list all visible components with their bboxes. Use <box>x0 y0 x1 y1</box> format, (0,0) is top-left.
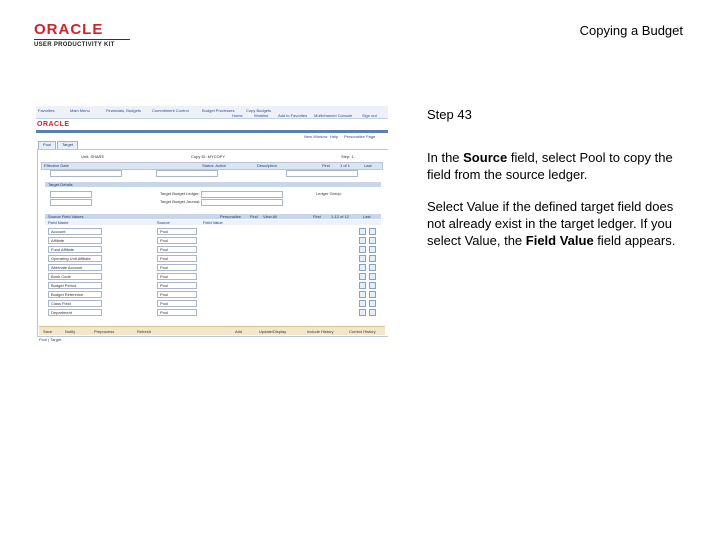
source-value: Pool <box>160 301 169 306</box>
field-name-value: Affiliate <box>51 238 65 243</box>
ledger-step: Step: 1 <box>341 154 354 159</box>
field-name-value: Budget Reference <box>51 292 84 297</box>
source-value: Pool <box>160 292 169 297</box>
ledger-group-label: Ledger Group: <box>316 191 342 196</box>
band-description: Description <box>257 163 278 168</box>
source-budget-field[interactable] <box>50 191 92 198</box>
text-segment: field, select Pool to copy the field from the source ledger. <box>427 150 673 182</box>
breadcrumb-item[interactable]: Main Menu <box>70 108 90 113</box>
page-footer-links[interactable]: Pool | Target <box>39 337 62 342</box>
source-value: Pool <box>160 238 169 243</box>
header-link[interactable]: Add to Favorites <box>278 113 308 118</box>
description-field[interactable] <box>286 170 358 177</box>
embedded-screenshot <box>36 103 388 343</box>
notify-button[interactable]: Notify <box>65 329 76 334</box>
band-status: Status: Active <box>202 163 227 168</box>
delete-row-icon[interactable] <box>369 246 376 253</box>
add-button[interactable]: Add <box>235 329 243 334</box>
logo-word: ORACLE <box>34 21 104 38</box>
source-select[interactable] <box>157 300 197 307</box>
field-name-value: Class Field <box>51 301 71 306</box>
add-row-icon[interactable] <box>359 255 366 262</box>
column-header: Field Value <box>203 220 223 225</box>
first-link[interactable]: First <box>313 214 321 219</box>
document-title: Copying a Budget <box>579 23 683 38</box>
delete-row-icon[interactable] <box>369 282 376 289</box>
field-name-select[interactable] <box>48 300 102 307</box>
new-window-link[interactable]: New Window <box>304 134 328 139</box>
source-value: Pool <box>160 229 169 234</box>
delete-row-icon[interactable] <box>369 237 376 244</box>
add-row-icon[interactable] <box>359 237 366 244</box>
personalize-link[interactable]: Personalize Page <box>344 134 376 139</box>
ledger-unit: Unit: SHARE <box>81 154 105 159</box>
source-value: Pool <box>160 256 169 261</box>
add-row-icon[interactable] <box>359 309 366 316</box>
table-row <box>45 280 381 289</box>
bold-field-name: Source <box>463 150 508 165</box>
text-segment: field appears. <box>593 233 676 248</box>
field-name-value: Alternate Account <box>51 265 83 270</box>
personalize-link[interactable]: Personalize <box>220 214 241 219</box>
delete-row-icon[interactable] <box>369 309 376 316</box>
ledger-info <box>41 154 381 160</box>
breadcrumb-item[interactable]: Favorites <box>38 108 55 113</box>
delete-row-icon[interactable] <box>369 291 376 298</box>
field-name-select[interactable] <box>48 309 102 316</box>
effective-date-field[interactable] <box>50 170 122 177</box>
instruction-paragraph-2 <box>427 198 687 249</box>
text-segment: Select Value if the defined target field does not already exist in the target ledger. If you select Value, the <box>427 199 674 248</box>
add-row-icon[interactable] <box>359 264 366 271</box>
text-segment: In the <box>427 150 464 165</box>
correct-history-button[interactable]: Correct History <box>349 329 376 334</box>
source-select[interactable] <box>157 264 197 271</box>
table-row <box>45 307 381 316</box>
tab-target[interactable]: Target <box>57 141 78 150</box>
field-name-value: Operating Unit Affiliate <box>51 256 91 261</box>
source-journal-field[interactable] <box>50 199 92 206</box>
delete-row-icon[interactable] <box>369 300 376 307</box>
band-count: 1 of 1 <box>340 163 351 168</box>
section-title: Target Details <box>48 182 73 187</box>
header-divider <box>36 130 388 133</box>
field-name-select[interactable] <box>48 291 102 298</box>
effective-date-band <box>41 162 383 170</box>
target-journal-label: Target Budget Journal: <box>160 199 201 204</box>
target-details-header <box>45 182 381 187</box>
breadcrumb-item[interactable]: Commitment Control <box>152 108 189 113</box>
step-number: Step 43 <box>427 107 472 122</box>
field-name-value: Account <box>51 229 66 234</box>
header-link[interactable]: Sign out <box>362 113 377 118</box>
source-select[interactable] <box>157 291 197 298</box>
field-name-select[interactable] <box>48 255 102 262</box>
field-name-select[interactable] <box>48 237 102 244</box>
header-link[interactable]: Multichannel Console <box>314 113 353 118</box>
source-select[interactable] <box>157 255 197 262</box>
include-history-button[interactable]: Include History <box>307 329 334 334</box>
row-count: 1-12 of 12 <box>331 214 350 219</box>
first-link[interactable]: First <box>322 163 330 168</box>
oracle-logo <box>34 22 130 48</box>
field-name-select[interactable] <box>48 273 102 280</box>
help-link[interactable]: Help <box>330 134 339 139</box>
table-row <box>45 244 381 253</box>
delete-row-icon[interactable] <box>369 228 376 235</box>
field-name-value: Fund Affiliate <box>51 247 75 252</box>
find-link[interactable]: Find <box>250 214 258 219</box>
field-name-value: Department <box>51 310 72 315</box>
section-title: Source Field Values <box>48 214 84 219</box>
field-name-select[interactable] <box>48 264 102 271</box>
add-row-icon[interactable] <box>359 282 366 289</box>
add-row-icon[interactable] <box>359 273 366 280</box>
refresh-button[interactable]: Refresh <box>137 329 152 334</box>
breadcrumb-item[interactable]: Financials, Budgets <box>106 108 141 113</box>
column-header: Source <box>157 220 170 225</box>
source-value: Pool <box>160 274 169 279</box>
table-row <box>45 262 381 271</box>
table-row <box>45 289 381 298</box>
last-link[interactable]: Last <box>363 214 371 219</box>
target-ledger-field[interactable] <box>201 191 283 198</box>
ledger-copy-id: Copy ID: MYCOPY <box>191 154 226 159</box>
table-row <box>45 253 381 262</box>
add-row-icon[interactable] <box>359 291 366 298</box>
source-value: Pool <box>160 283 169 288</box>
table-row <box>45 226 381 235</box>
breadcrumb-item[interactable]: Budget Processes <box>202 108 235 113</box>
breadcrumb-item[interactable]: Copy Budgets <box>246 108 272 113</box>
source-select[interactable] <box>157 309 197 316</box>
grid-column-headers <box>45 220 381 225</box>
target-ledger-label: Target Budget Ledger: <box>160 191 200 196</box>
column-header: Field Name <box>48 220 69 225</box>
tab-pool[interactable]: Pool <box>38 141 56 150</box>
preprocess-button[interactable]: Preprocess <box>94 329 115 334</box>
app-brand: ORACLE <box>37 121 70 128</box>
view-all-link[interactable]: View All <box>263 214 277 219</box>
status-field[interactable] <box>156 170 218 177</box>
source-select[interactable] <box>157 273 197 280</box>
delete-row-icon[interactable] <box>369 264 376 271</box>
source-select[interactable] <box>157 237 197 244</box>
source-select[interactable] <box>157 282 197 289</box>
field-name-select[interactable] <box>48 282 102 289</box>
field-name-value: Book Code <box>51 274 71 279</box>
button-bar <box>39 326 385 335</box>
logo-subtitle: USER PRODUCTIVITY KIT <box>34 42 115 48</box>
header-link[interactable]: Worklist <box>254 113 269 118</box>
save-button[interactable]: Save <box>43 329 53 334</box>
header-link[interactable]: Home <box>232 113 243 118</box>
field-name-value: Budget Period <box>51 283 77 288</box>
bold-field-name: Field Value <box>525 233 594 248</box>
source-value: Pool <box>160 265 169 270</box>
source-select[interactable] <box>157 228 197 235</box>
delete-row-icon[interactable] <box>369 255 376 262</box>
logo-divider <box>34 39 130 40</box>
band-label: Effective Date <box>44 163 69 168</box>
table-row <box>45 271 381 280</box>
source-field-values-header <box>45 214 381 219</box>
field-name-select[interactable] <box>48 246 102 253</box>
source-select[interactable] <box>157 246 197 253</box>
add-row-icon[interactable] <box>359 228 366 235</box>
target-journal-field[interactable] <box>201 199 283 206</box>
field-name-select[interactable] <box>48 228 102 235</box>
source-value: Pool <box>160 247 169 252</box>
add-row-icon[interactable] <box>359 300 366 307</box>
delete-row-icon[interactable] <box>369 273 376 280</box>
table-row <box>45 298 381 307</box>
last-link[interactable]: Last <box>364 163 372 168</box>
update-display-button[interactable]: Update/Display <box>259 329 287 334</box>
instruction-paragraph-1 <box>427 149 687 183</box>
table-row <box>45 235 381 244</box>
source-value: Pool <box>160 310 169 315</box>
add-row-icon[interactable] <box>359 246 366 253</box>
